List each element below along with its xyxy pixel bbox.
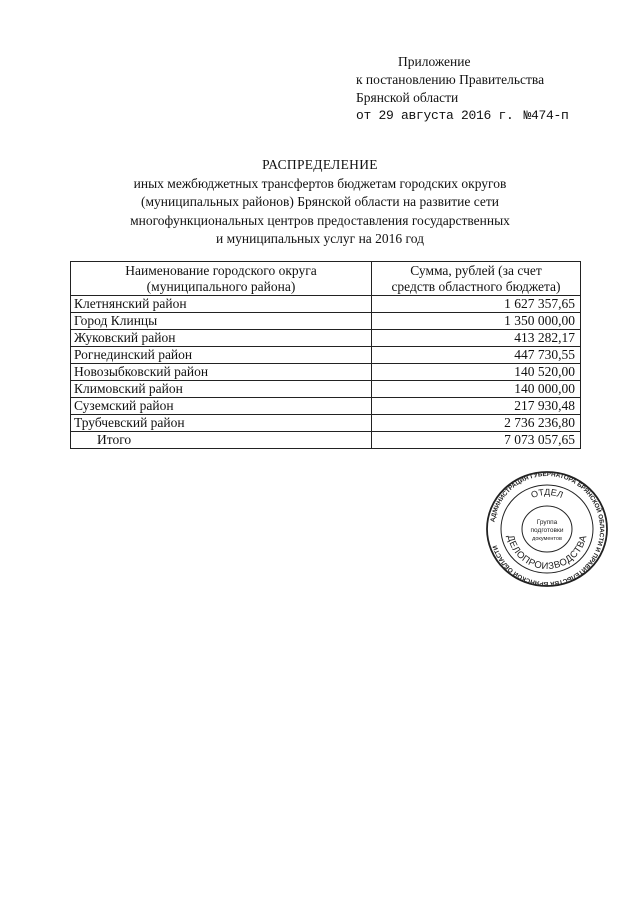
district-amount: 2 736 236,80	[372, 415, 581, 432]
header-text: Наименование городского округа	[125, 262, 317, 278]
table-header-row	[71, 262, 581, 296]
district-name: Новозыбковский район	[71, 364, 372, 381]
district-amount: 1 627 357,65	[372, 296, 581, 313]
office-stamp	[485, 470, 609, 588]
district-amount: 1 350 000,00	[372, 313, 581, 330]
district-amount: 447 730,55	[372, 347, 581, 364]
stamp-outer-text: АДМИНИСТРАЦИЯ ГУБЕРНАТОРА БРЯНСКОЙ ОБЛАСТИ И ПРАВИТЕЛЬСТВА БРЯНСКОЙ ОБЛАСТИ	[489, 470, 606, 588]
table-row	[71, 330, 581, 347]
table-row	[71, 364, 581, 381]
district-amount: 140 520,00	[372, 364, 581, 381]
appendix-block	[356, 53, 569, 125]
appendix-region: Брянской области	[356, 90, 459, 105]
stamp-arc-top: ОТДЕЛ	[529, 486, 565, 501]
stamp-center-line: Группа	[536, 519, 558, 526]
total-amount: 7 073 057,65	[372, 432, 581, 449]
appendix-date-line	[356, 107, 569, 125]
document-title: РАСПРЕДЕЛЕНИЕ	[262, 157, 378, 172]
appendix-reference: к постановлению Правительства	[356, 72, 545, 87]
stamp-center-line: документов	[532, 536, 562, 542]
table-row	[71, 296, 581, 313]
resolution-date: от 29 августа 2016 г.	[356, 108, 514, 123]
heading-line: (муниципальных районов) Брянской области на развитие сети	[141, 194, 499, 209]
header-text: средств областного бюджета)	[391, 278, 561, 294]
district-amount: 217 930,48	[372, 398, 581, 415]
heading-line: и муниципальных услуг на 2016 год	[216, 231, 424, 246]
district-name: Жуковский район	[71, 330, 372, 347]
document-heading	[0, 156, 640, 249]
column-header-amount	[372, 262, 581, 296]
table-row	[71, 347, 581, 364]
total-label: Итого	[71, 432, 372, 449]
resolution-number: №474-п	[523, 108, 569, 123]
column-header-district	[71, 262, 372, 296]
district-name: Климовский район	[71, 381, 372, 398]
table-row	[71, 313, 581, 330]
header-text: (муниципального района)	[146, 278, 296, 294]
heading-line: многофункциональных центров предоставления государственных	[130, 212, 510, 228]
appendix-title: Приложение	[398, 54, 471, 69]
heading-line: иных межбюджетных трансфертов бюджетам городских округов	[133, 175, 507, 191]
table-row	[71, 398, 581, 415]
table-total-row	[71, 432, 581, 449]
district-name: Рогнединский район	[71, 347, 372, 364]
stamp-center-line: подготовки	[530, 527, 564, 534]
district-amount: 413 282,17	[372, 330, 581, 347]
district-name: Клетнянский район	[71, 296, 372, 313]
stamp-top-text-path	[530, 487, 565, 500]
district-amount: 140 000,00	[372, 381, 581, 398]
header-text: Сумма, рублей (за счет	[410, 262, 542, 278]
district-name: Трубчевский район	[71, 415, 372, 432]
stamp-arc-bottom: ДЕЛОПРОИЗВОДСТВА	[504, 533, 590, 573]
district-name: Город Клинцы	[71, 313, 372, 330]
table-row	[71, 381, 581, 398]
distribution-table	[70, 261, 581, 449]
district-name: Суземский район	[71, 398, 372, 415]
table-row	[71, 415, 581, 432]
